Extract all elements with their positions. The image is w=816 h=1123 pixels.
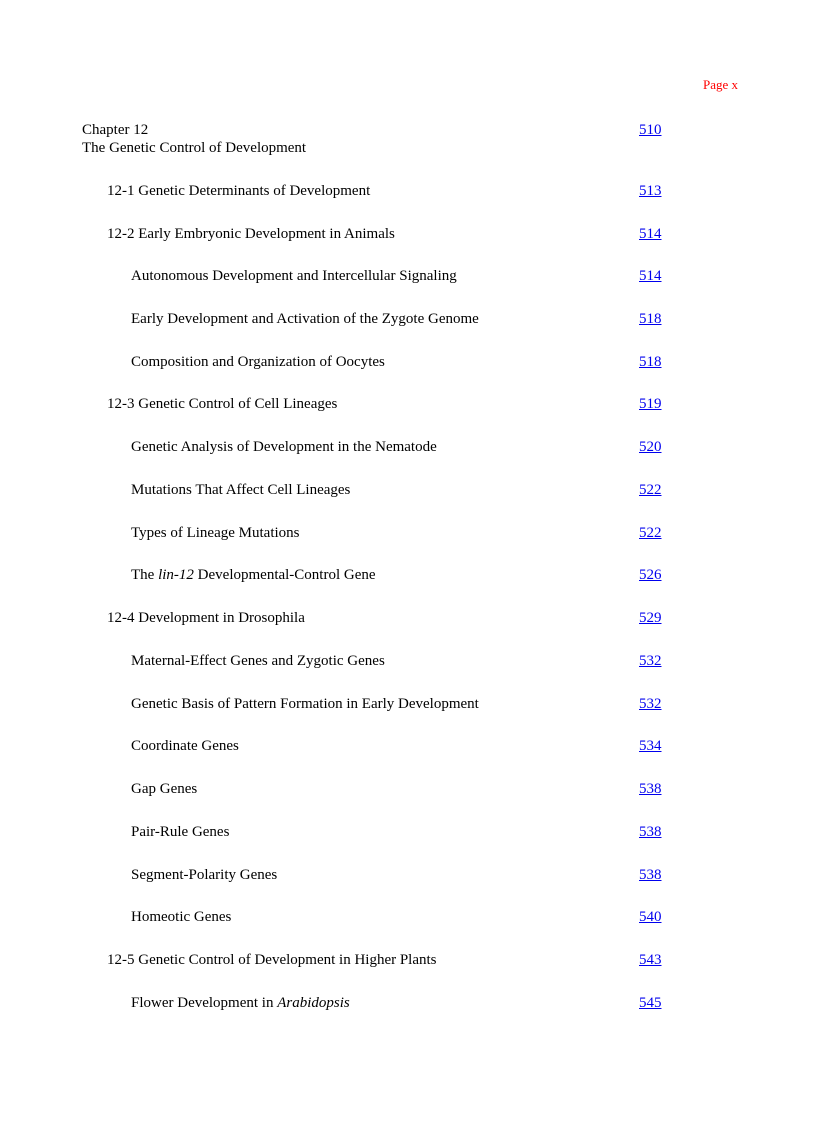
toc-entry [0, 394, 680, 414]
toc-entry [0, 480, 680, 500]
toc-entry [0, 565, 680, 585]
toc-entry-page-link[interactable]: 532 [639, 653, 662, 669]
chapter-title: The Genetic Control of Development [82, 140, 307, 156]
toc-entry-page-link[interactable]: 514 [639, 226, 662, 242]
toc-entry [0, 993, 680, 1013]
toc-entry [0, 651, 680, 671]
toc-entry [0, 736, 680, 756]
chapter-number: Chapter 12 [82, 122, 149, 138]
toc-entry-page-link[interactable]: 545 [639, 995, 662, 1011]
toc-entry-page-link[interactable]: 540 [639, 909, 662, 925]
toc-entry-page-link[interactable]: 538 [639, 867, 662, 883]
toc-entry [0, 694, 680, 714]
toc-entry-title: 12-1 Genetic Determinants of Development [107, 183, 371, 199]
toc-entry-page-link[interactable]: 543 [639, 952, 662, 968]
toc-entry [0, 437, 680, 457]
toc-entry-page-link[interactable]: 519 [639, 396, 662, 412]
chapter-heading [82, 121, 682, 157]
toc-entry [0, 352, 680, 372]
toc-entry-title: Early Development and Activation of the Zygote Genome [131, 311, 479, 327]
toc-entry [0, 266, 680, 286]
toc-entry-title: Types of Lineage Mutations [131, 525, 300, 541]
toc-entry-page-link[interactable]: 532 [639, 696, 662, 712]
toc-entry-page-link[interactable]: 538 [639, 781, 662, 797]
toc-entry-title: Homeotic Genes [131, 909, 232, 925]
genus-name: Arabidopsis [277, 995, 350, 1011]
toc-entry-page-link[interactable]: 526 [639, 567, 662, 583]
toc-entry-page-link[interactable]: 538 [639, 824, 662, 840]
toc-entry [0, 523, 680, 543]
toc-entry-title: Gap Genes [131, 781, 198, 797]
toc-entry-title: Composition and Organization of Oocytes [131, 354, 385, 370]
toc-entry-title: The lin-12 Developmental-Control Gene [131, 567, 376, 583]
page-label: Page x [702, 77, 738, 92]
toc-entry-title: Pair-Rule Genes [131, 824, 230, 840]
toc-entry [0, 822, 680, 842]
toc-entry-title: 12-4 Development in Drosophila [107, 610, 305, 626]
toc-entry [0, 779, 680, 799]
toc-entry [0, 181, 680, 201]
toc-entry-title: Coordinate Genes [131, 738, 239, 754]
toc-entry-title: Genetic Basis of Pattern Formation in Early Development [131, 696, 479, 712]
toc-entry-title: Flower Development in Arabidopsis [131, 995, 350, 1011]
toc-entry-title: Maternal-Effect Genes and Zygotic Genes [131, 653, 385, 669]
toc-entry-title: Segment-Polarity Genes [131, 867, 278, 883]
toc-entry-page-link[interactable]: 520 [639, 439, 662, 455]
toc-entry-page-link[interactable]: 522 [639, 525, 662, 541]
gene-name: lin-12 [158, 567, 194, 583]
toc-entry-title: Genetic Analysis of Development in the Nematode [131, 439, 437, 455]
toc-entry-page-link[interactable]: 518 [639, 311, 662, 327]
toc-entry-title: 12-2 Early Embryonic Development in Animals [107, 226, 395, 242]
toc-entry-page-link[interactable]: 534 [639, 738, 662, 754]
toc-entry-title: 12-3 Genetic Control of Cell Lineages [107, 396, 338, 412]
toc-entry-page-link[interactable]: 514 [639, 268, 662, 284]
toc-entry-page-link[interactable]: 518 [639, 354, 662, 370]
toc-entry [0, 907, 680, 927]
toc-entry-page-link[interactable]: 513 [639, 183, 662, 199]
toc-entry-page-link[interactable]: 529 [639, 610, 662, 626]
toc-entry [0, 608, 680, 628]
toc-entry [0, 865, 680, 885]
toc-entry-page-link[interactable]: 522 [639, 482, 662, 498]
toc-entry [0, 950, 680, 970]
toc-entry-title: 12-5 Genetic Control of Development in Higher Plants [107, 952, 437, 968]
toc-entry [0, 309, 680, 329]
toc-entry-title: Mutations That Affect Cell Lineages [131, 482, 351, 498]
toc-entry [0, 224, 680, 244]
toc-entry-title: Autonomous Development and Intercellular Signaling [131, 268, 457, 284]
chapter-page-link[interactable]: 510 [639, 122, 662, 138]
